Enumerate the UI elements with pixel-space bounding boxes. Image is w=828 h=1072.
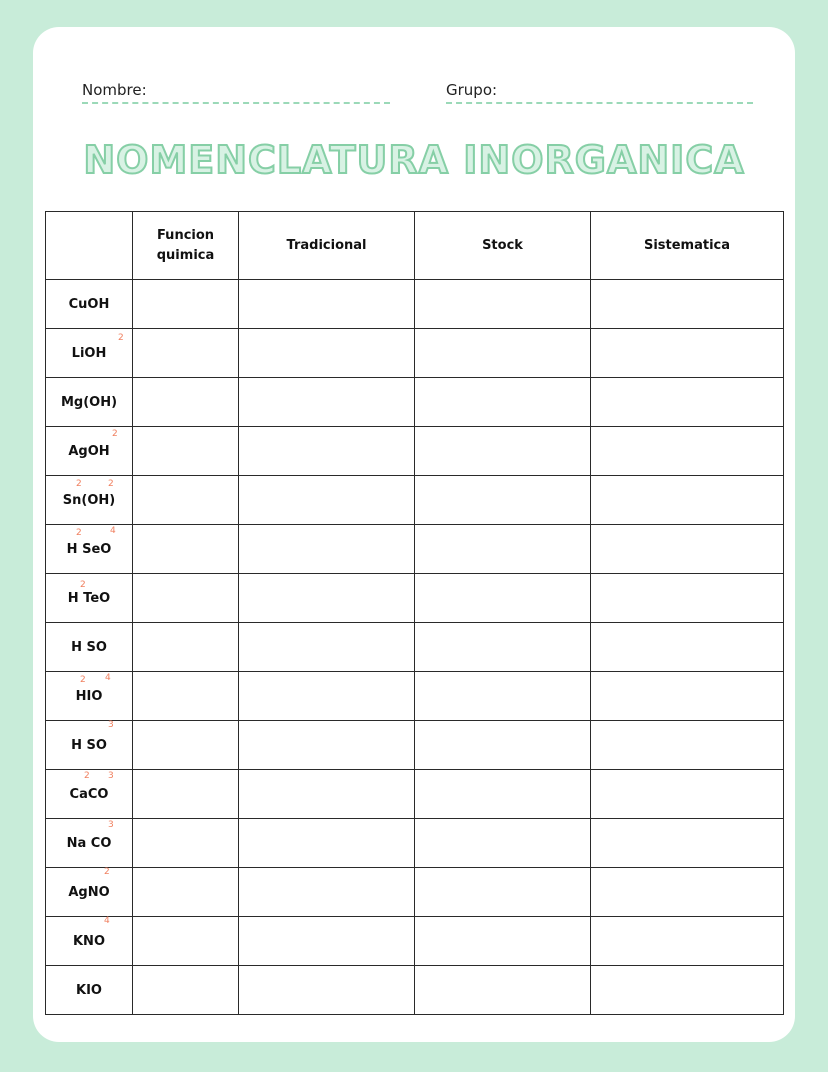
formula-text: H TeO — [67, 590, 111, 606]
formula-cell — [46, 476, 133, 525]
answer-cell-sistematica[interactable] — [591, 427, 784, 476]
worksheet-title: NOMENCLATURA INORGANICA — [83, 138, 745, 182]
subscript-mark: 4 — [110, 526, 116, 536]
answer-cell-funcion-quimica[interactable] — [133, 574, 239, 623]
answer-cell-stock[interactable] — [415, 623, 591, 672]
formula-cell — [46, 721, 133, 770]
formula-cell — [46, 868, 133, 917]
formula-text: Sn(OH) — [62, 492, 116, 508]
table-row — [46, 574, 784, 623]
answer-cell-tradicional[interactable] — [239, 721, 415, 770]
answer-cell-sistematica[interactable] — [591, 623, 784, 672]
answer-cell-tradicional[interactable] — [239, 819, 415, 868]
formula-text: Mg(OH) — [60, 394, 118, 410]
nomenclature-table — [45, 211, 784, 1015]
answer-cell-sistematica[interactable] — [591, 966, 784, 1015]
answer-cell-sistematica[interactable] — [591, 574, 784, 623]
table-row — [46, 329, 784, 378]
header-tradicional: Tradicional — [239, 212, 415, 280]
answer-cell-sistematica[interactable] — [591, 770, 784, 819]
answer-cell-stock[interactable] — [415, 672, 591, 721]
formula-cell — [46, 917, 133, 966]
formula-cell — [46, 770, 133, 819]
formula-cell — [46, 329, 133, 378]
answer-cell-funcion-quimica[interactable] — [133, 378, 239, 427]
subscript-mark: 3 — [108, 771, 114, 781]
nombre-field[interactable] — [82, 81, 390, 104]
answer-cell-tradicional[interactable] — [239, 574, 415, 623]
table-row — [46, 917, 784, 966]
table-row — [46, 280, 784, 329]
answer-cell-stock[interactable] — [415, 917, 591, 966]
table-row — [46, 672, 784, 721]
answer-cell-stock[interactable] — [415, 329, 591, 378]
header-funcion-quimica: Funcion quimica — [133, 212, 239, 280]
answer-cell-tradicional[interactable] — [239, 280, 415, 329]
formula-text: H SO — [71, 737, 107, 753]
formula-cell — [46, 378, 133, 427]
table-row — [46, 427, 784, 476]
header-formula — [46, 212, 133, 280]
header-stock: Stock — [415, 212, 591, 280]
grupo-label: Grupo: — [446, 81, 498, 99]
formula-cell — [46, 623, 133, 672]
table-row — [46, 868, 784, 917]
answer-cell-tradicional[interactable] — [239, 966, 415, 1015]
answer-cell-funcion-quimica[interactable] — [133, 868, 239, 917]
formula-text: LiOH — [71, 345, 107, 361]
answer-cell-sistematica[interactable] — [591, 721, 784, 770]
formula-text: H SO — [71, 639, 107, 655]
table-row — [46, 770, 784, 819]
answer-cell-stock[interactable] — [415, 525, 591, 574]
answer-cell-funcion-quimica[interactable] — [133, 280, 239, 329]
subscript-mark: 2 — [118, 333, 124, 343]
answer-cell-funcion-quimica[interactable] — [133, 623, 239, 672]
table-row — [46, 378, 784, 427]
answer-cell-sistematica[interactable] — [591, 525, 784, 574]
answer-cell-stock[interactable] — [415, 868, 591, 917]
answer-cell-funcion-quimica[interactable] — [133, 525, 239, 574]
subscript-mark: 2 — [108, 479, 114, 489]
table-row — [46, 721, 784, 770]
answer-cell-stock[interactable] — [415, 966, 591, 1015]
answer-cell-tradicional[interactable] — [239, 476, 415, 525]
answer-cell-funcion-quimica[interactable] — [133, 427, 239, 476]
subscript-mark: 2 — [76, 479, 82, 489]
table-row — [46, 623, 784, 672]
answer-cell-funcion-quimica[interactable] — [133, 917, 239, 966]
table-row — [46, 476, 784, 525]
subscript-mark: 2 — [80, 580, 86, 590]
formula-cell — [46, 427, 133, 476]
answer-cell-funcion-quimica[interactable] — [133, 672, 239, 721]
answer-cell-tradicional[interactable] — [239, 917, 415, 966]
answer-cell-funcion-quimica[interactable] — [133, 770, 239, 819]
formula-cell — [46, 280, 133, 329]
formula-text: AgOH — [68, 443, 110, 459]
subscript-mark: 2 — [76, 528, 82, 538]
answer-cell-stock[interactable] — [415, 476, 591, 525]
answer-cell-sistematica[interactable] — [591, 819, 784, 868]
answer-cell-tradicional[interactable] — [239, 427, 415, 476]
answer-cell-sistematica[interactable] — [591, 868, 784, 917]
answer-cell-sistematica[interactable] — [591, 329, 784, 378]
formula-cell — [46, 966, 133, 1015]
answer-cell-stock[interactable] — [415, 721, 591, 770]
answer-cell-sistematica[interactable] — [591, 917, 784, 966]
subscript-mark: 3 — [108, 820, 114, 830]
answer-cell-funcion-quimica[interactable] — [133, 476, 239, 525]
answer-cell-funcion-quimica[interactable] — [133, 819, 239, 868]
answer-cell-stock[interactable] — [415, 819, 591, 868]
table-row — [46, 966, 784, 1015]
nombre-label: Nombre: — [82, 81, 147, 99]
answer-cell-sistematica[interactable] — [591, 280, 784, 329]
answer-cell-tradicional[interactable] — [239, 378, 415, 427]
subscript-mark: 3 — [108, 720, 114, 730]
formula-text: H SeO — [66, 541, 112, 557]
answer-cell-funcion-quimica[interactable] — [133, 721, 239, 770]
subscript-mark: 2 — [104, 867, 110, 877]
subscript-mark: 2 — [84, 771, 90, 781]
subscript-mark: 4 — [105, 673, 111, 683]
answer-cell-tradicional[interactable] — [239, 672, 415, 721]
formula-text: CuOH — [68, 296, 110, 312]
formula-text: Na CO — [66, 835, 112, 851]
formula-cell — [46, 574, 133, 623]
formula-text: AgNO — [68, 884, 110, 900]
formula-text: KNO — [72, 933, 105, 949]
answer-cell-funcion-quimica[interactable] — [133, 329, 239, 378]
answer-cell-tradicional[interactable] — [239, 329, 415, 378]
answer-cell-stock[interactable] — [415, 378, 591, 427]
formula-text: HIO — [75, 688, 103, 704]
formula-text: CaCO — [69, 786, 109, 802]
answer-cell-tradicional[interactable] — [239, 525, 415, 574]
subscript-mark: 4 — [104, 916, 110, 926]
answer-cell-sistematica[interactable] — [591, 476, 784, 525]
formula-text: KIO — [76, 982, 102, 998]
answer-cell-tradicional[interactable] — [239, 868, 415, 917]
answer-cell-stock[interactable] — [415, 280, 591, 329]
answer-cell-stock[interactable] — [415, 770, 591, 819]
answer-cell-sistematica[interactable] — [591, 672, 784, 721]
grupo-field[interactable] — [446, 81, 753, 104]
answer-cell-tradicional[interactable] — [239, 770, 415, 819]
answer-cell-stock[interactable] — [415, 427, 591, 476]
worksheet-page — [33, 27, 795, 1042]
subscript-mark: 2 — [80, 675, 86, 685]
answer-cell-tradicional[interactable] — [239, 623, 415, 672]
table-row — [46, 819, 784, 868]
formula-cell — [46, 819, 133, 868]
table-row — [46, 525, 784, 574]
table-body — [46, 280, 784, 1015]
subscript-mark: 2 — [112, 429, 118, 439]
answer-cell-funcion-quimica[interactable] — [133, 966, 239, 1015]
formula-cell — [46, 525, 133, 574]
header-sistematica: Sistematica — [591, 212, 784, 280]
answer-cell-stock[interactable] — [415, 574, 591, 623]
table-header-row — [46, 212, 784, 280]
formula-cell — [46, 672, 133, 721]
answer-cell-sistematica[interactable] — [591, 378, 784, 427]
